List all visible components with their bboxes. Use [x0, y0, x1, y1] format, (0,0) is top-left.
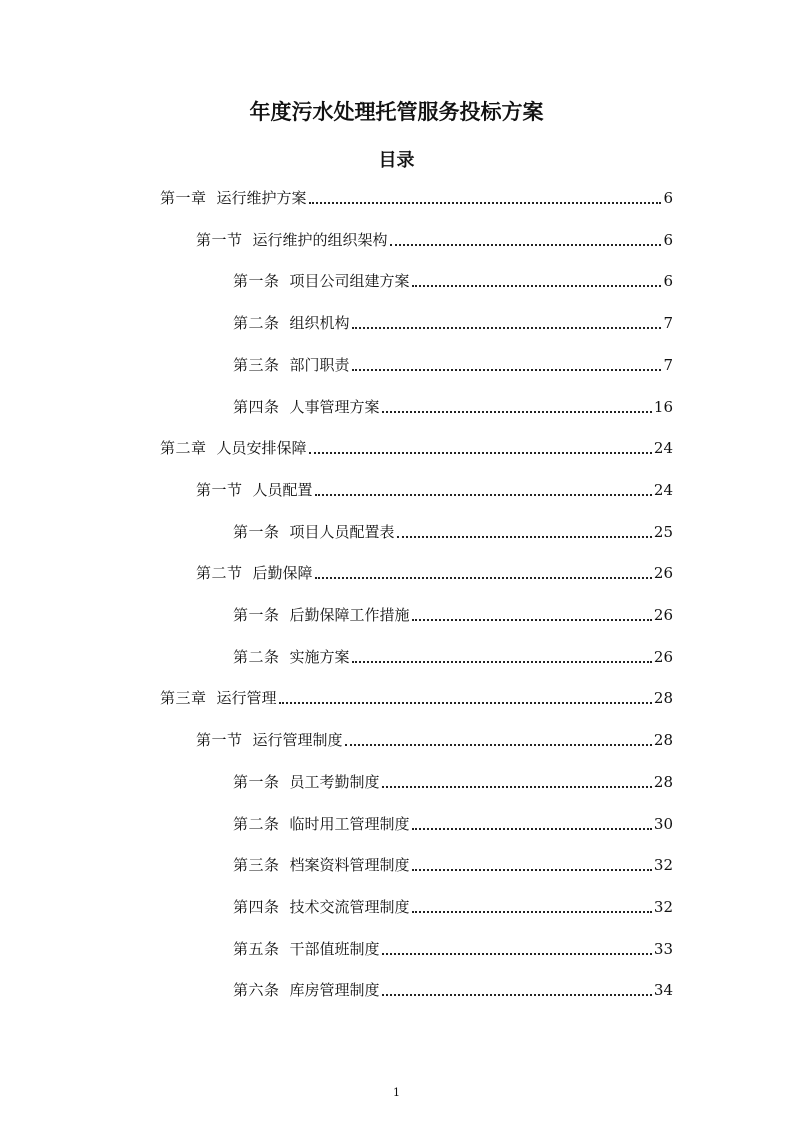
toc-dot-leader: [382, 786, 652, 788]
toc-entry-article[interactable]: [233, 892, 673, 918]
toc-entry-title: 后勤保障: [252, 564, 313, 582]
toc-dot-leader: [315, 577, 652, 579]
toc-heading: 目录: [378, 150, 415, 171]
toc-entry-article[interactable]: [233, 600, 673, 626]
toc-entry-section[interactable]: [196, 475, 673, 501]
toc-dot-leader: [315, 494, 652, 496]
toc-entry-article[interactable]: [233, 767, 673, 793]
toc-entry-article[interactable]: [233, 392, 673, 418]
toc-entry-title: 档案资料管理制度: [289, 856, 410, 874]
toc-entry-title: 运行维护方案: [216, 189, 307, 207]
toc-entry-number: 第六条: [233, 981, 280, 999]
toc-entry-title: 组织机构: [289, 314, 350, 332]
toc-entry-page: 28: [653, 731, 673, 749]
toc-entry-number: 第二条: [233, 314, 280, 332]
toc-dot-leader: [382, 994, 652, 996]
toc-dot-leader: [412, 285, 662, 287]
toc-entry-number: 第一节: [196, 231, 243, 249]
toc-entry-page: 16: [653, 398, 673, 416]
toc-entry-page: 28: [653, 689, 673, 707]
toc-entry-title: 库房管理制度: [289, 981, 380, 999]
toc-entry-title: 人员配置: [252, 481, 313, 499]
toc-entry-article[interactable]: [233, 308, 673, 334]
toc-entry-title: 部门职责: [289, 356, 350, 374]
toc-entry-article[interactable]: [233, 850, 673, 876]
toc-entry-title: 技术交流管理制度: [289, 898, 410, 916]
toc-entry-number: 第一节: [196, 481, 243, 499]
toc-entry-number: 第三条: [233, 856, 280, 874]
toc-dot-leader: [412, 869, 652, 871]
toc-entry-chapter[interactable]: [160, 183, 673, 209]
toc-entry-page: 33: [653, 940, 673, 958]
toc-entry-section[interactable]: [196, 225, 673, 251]
toc-entry-title: 运行管理制度: [252, 731, 343, 749]
toc-entry-page: 7: [663, 314, 673, 332]
toc-entry-title: 人员安排保障: [216, 439, 307, 457]
toc-entry-page: 6: [663, 189, 673, 207]
toc-entry-number: 第五条: [233, 940, 280, 958]
toc-entry-page: 24: [653, 439, 673, 457]
toc-entry-title: 后勤保障工作措施: [289, 606, 410, 624]
toc-entry-number: 第二条: [233, 648, 280, 666]
toc-entry-title: 运行维护的组织架构: [252, 231, 388, 249]
toc-entry-article[interactable]: [233, 266, 673, 292]
toc-entry-section[interactable]: [196, 725, 673, 751]
toc-dot-leader: [309, 202, 662, 204]
toc-entry-number: 第四条: [233, 898, 280, 916]
toc-entry-number: 第三章: [160, 689, 207, 707]
toc-entry-title: 运行管理: [216, 689, 277, 707]
toc-dot-leader: [412, 828, 652, 830]
toc-entry-page: 6: [663, 272, 673, 290]
toc-entry-page: 7: [663, 356, 673, 374]
toc-dot-leader: [309, 452, 652, 454]
toc-entry-page: 25: [653, 523, 673, 541]
toc-entry-number: 第一条: [233, 272, 280, 290]
toc-entry-article[interactable]: [233, 350, 673, 376]
toc-entry-number: 第四条: [233, 398, 280, 416]
toc-dot-leader: [352, 327, 662, 329]
toc-dot-leader: [382, 953, 652, 955]
toc-entry-page: 28: [653, 773, 673, 791]
toc-entry-page: 32: [653, 898, 673, 916]
page-number: 1: [393, 1086, 400, 1099]
toc-dot-leader: [345, 744, 652, 746]
toc-entry-number: 第二节: [196, 564, 243, 582]
toc-dot-leader: [279, 702, 652, 704]
toc-dot-leader: [352, 661, 652, 663]
toc-dot-leader: [397, 536, 652, 538]
toc-entry-number: 第三条: [233, 356, 280, 374]
toc-entry-number: 第一条: [233, 523, 280, 541]
toc-dot-leader: [412, 619, 652, 621]
toc-entry-page: 24: [653, 481, 673, 499]
toc-entry-article[interactable]: [233, 934, 673, 960]
toc-entry-article[interactable]: [233, 642, 673, 668]
toc-entry-chapter[interactable]: [160, 433, 673, 459]
toc-entry-page: 26: [653, 648, 673, 666]
toc-entry-page: 6: [663, 231, 673, 249]
toc-entry-section[interactable]: [196, 558, 673, 584]
toc-entry-title: 干部值班制度: [289, 940, 380, 958]
toc-entry-title: 项目公司组建方案: [289, 272, 410, 290]
toc-entry-page: 26: [653, 564, 673, 582]
toc-entry-number: 第一条: [233, 606, 280, 624]
toc-entry-article[interactable]: [233, 975, 673, 1001]
toc-entry-article[interactable]: [233, 809, 673, 835]
toc-entry-title: 项目人员配置表: [289, 523, 395, 541]
toc-entry-number: 第一章: [160, 189, 207, 207]
toc-dot-leader: [412, 911, 652, 913]
toc-entry-page: 32: [653, 856, 673, 874]
toc-entry-page: 34: [653, 981, 673, 999]
toc-entry-title: 员工考勤制度: [289, 773, 380, 791]
toc-dot-leader: [382, 411, 652, 413]
toc-dot-leader: [352, 369, 662, 371]
toc-entry-number: 第二章: [160, 439, 207, 457]
toc-entry-number: 第一条: [233, 773, 280, 791]
document-title: 年度污水处理托管服务投标方案: [249, 100, 544, 124]
toc-entry-article[interactable]: [233, 517, 673, 543]
toc-entry-chapter[interactable]: [160, 683, 673, 709]
toc-entry-title: 临时用工管理制度: [289, 815, 410, 833]
toc-entry-number: 第一节: [196, 731, 243, 749]
toc-dot-leader: [390, 244, 662, 246]
toc-entry-page: 30: [653, 815, 673, 833]
toc-entry-title: 实施方案: [289, 648, 350, 666]
toc-entry-number: 第二条: [233, 815, 280, 833]
toc-entry-title: 人事管理方案: [289, 398, 380, 416]
toc-entry-page: 26: [653, 606, 673, 624]
